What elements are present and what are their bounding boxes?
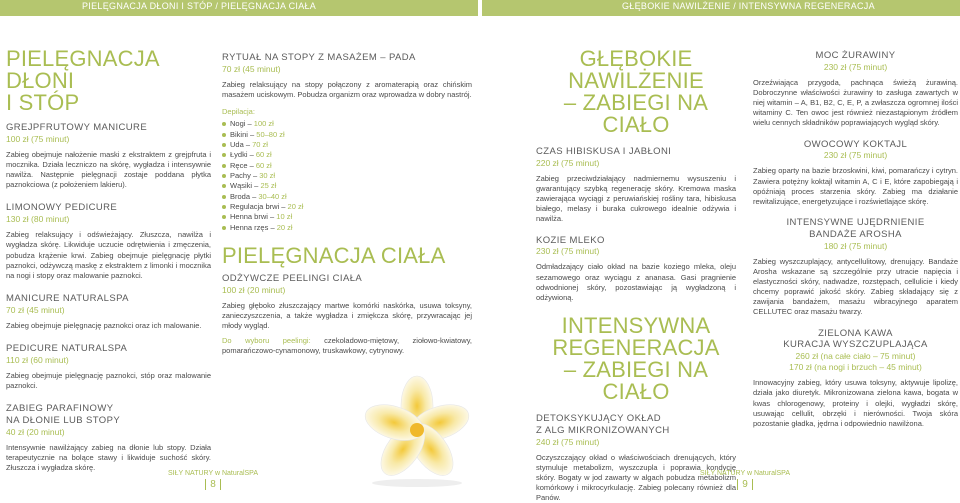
list-item: Henna rzęs – 20 zł: [222, 223, 472, 233]
treatment-desc: Zabieg relaksujący na stopy połączony z aromaterapią oraz chińskim masażem uciskowym. Pobudza organizm oraz wprowadza w dobry nastrój.: [222, 79, 472, 100]
list-item: Pachy – 30 zł: [222, 171, 472, 181]
section-title-body-care: PIELĘGNACJA CIAŁA: [222, 242, 446, 268]
treatment-price: 70 zł (45 minut): [6, 304, 65, 315]
treatment-price: 110 zł (60 minut): [6, 354, 69, 365]
list-item: Wąsiki – 25 zł: [222, 181, 472, 191]
treatment-price: 240 zł (75 minut): [536, 436, 600, 447]
treatment-name: OWOCOWY KOKTAJL: [803, 138, 908, 150]
section-title-regeneration: INTENSYWNA REGENERACJA – ZABIEGI NA CIAŁO: [552, 312, 720, 404]
treatment-desc: Oczyszczający okład o właściwościach drenujących, który stymuluje metabolizm, wyszczupla i poprawia kondycję skóry. Bogaty w jod zawarty w algach pobudza metabolizm komórkowy i mikrocyrkulację. Zabieg polecany również dla Panów.: [536, 452, 736, 503]
treatment-name: CZAS HIBISKUSA I JABŁONI: [536, 146, 672, 157]
treatment-price: 130 zł (80 minut): [6, 214, 70, 225]
footer-brand: SIŁY NATURY w NaturalSPA: [700, 470, 790, 477]
treatment-price: 180 zł (75 minut): [823, 240, 888, 251]
header-right-text: GŁĘBOKIE NAWILŻENIE / INTENSYWNA REGENERACJA: [622, 1, 875, 11]
treatment-price: 40 zł (20 minut): [6, 426, 65, 437]
list-item: Regulacja brwi – 20 zł: [222, 202, 472, 212]
plumeria-flower-icon: [355, 375, 480, 490]
treatment-price: 170 zł (na nogi i brzuch – 45 minut): [789, 362, 922, 373]
page-number: 8: [168, 479, 258, 490]
treatment-desc: Innowacyjny zabieg, który usuwa toksyny, aktywuje lipolizę, działa jako diuretyk. Mikronizowana zielona kawa, bogata w kwas chlorogenowy, proteiny i olejki, wygładzi skórę, usuwając cellulit, obrzęki i nierówności. Twoja skóra pozostanie gładka, jędrna i odpowiednio nawilżona.: [753, 378, 958, 428]
footer-left: [168, 470, 258, 490]
treatment-desc: Zabieg relaksujący i odświeżający. Złuszcza, nawilża i wygładza skórę. Likwiduje uczucie odrętwienia i zmęczenia, pobudza krążenie krwi. Zabieg obejmuje pielęgnację płytki paznokci, odżywczą maskę z ekstraktem z limonki i mocznika na nogi i stopy oraz malowanie paznokci.: [6, 230, 211, 280]
header-bar-left: [0, 0, 478, 16]
treatment-price: 230 zł (75 minut): [823, 150, 888, 161]
list-item: Henna brwi – 10 zł: [222, 212, 472, 222]
treatment-name: DETOKSYKUJĄCY OKŁAD Z ALG MIKRONIZOWANYCH: [536, 412, 670, 436]
treatment-name: INTENSYWNE UJĘDRNIENIE BANDAŻE AROSHA: [786, 216, 925, 240]
list-item: Uda – 70 zł: [222, 140, 472, 150]
treatment-desc: Intensywnie nawilżający zabieg na dłonie lub stopy. Działa terapeutycznie na bolące stawy i likwiduje suchość skóry. Złuszcza i wygładza skórę.: [6, 442, 211, 473]
section-title-deep-hydration: GŁĘBOKIE NAWILŻENIE – ZABIEGI NA CIAŁO: [563, 46, 709, 137]
column-body-treatments: [753, 48, 958, 429]
column-massage-depilation: [222, 48, 472, 357]
depilation-list: [222, 119, 472, 233]
footer-brand: SIŁY NATURY w NaturalSPA: [168, 470, 258, 477]
treatment-price: 260 zł (na całe ciało – 75 minut): [795, 351, 916, 362]
treatment-name: LIMONOWY PEDICURE: [6, 202, 118, 214]
footer-right: [700, 470, 790, 490]
list-item: Nogi – 100 zł: [222, 119, 472, 129]
section-title-hands-feet: PIELĘGNACJA DŁONI I STÓP: [6, 46, 159, 115]
page-number: 9: [700, 479, 790, 490]
list-item: Bikini – 50–80 zł: [222, 130, 472, 140]
treatment-name: RYTUAŁ NA STOPY Z MASAŻEM – PADA: [222, 52, 416, 63]
treatment-name: MOC ŻURAWINY: [815, 50, 896, 61]
treatment-price: 100 zł (75 minut): [6, 133, 70, 144]
treatment-name: ZABIEG PARAFINOWY NA DŁONIE LUB STOPY: [6, 403, 121, 427]
header-left-text: PIELĘGNACJA DŁONI I STÓP / PIELĘGNACJA CIAŁA: [82, 1, 317, 11]
treatment-name: ODŻYWCZE PEELINGI CIAŁA: [222, 272, 363, 284]
treatment-desc: Zabieg głęboko złuszczający martwe komórki naskórka, usuwa toksyny, zanieczyszczenia, a także wygładza i zmiękcza skórę, przywracając jej młody wygląd.: [222, 300, 472, 331]
treatment-desc: Zabieg oparty na bazie brzoskwini, kiwi, pomarańczy i cytryn. Zawiera potężny koktajl witamin A, C i E, które zapobiegają i opóźniają proces starzenia skóry. Zabieg ma działanie rewitalizujące, energetyzujące i rozświetlające skórę.: [753, 166, 958, 206]
treatment-desc: Zabieg obejmuje pielęgnację paznokci oraz ich malowanie.: [6, 320, 202, 330]
treatment-price: 100 zł (20 minut): [222, 284, 286, 295]
treatment-name: KOZIE MLEKO: [536, 234, 605, 246]
treatment-price: 220 zł (75 minut): [536, 157, 600, 168]
treatment-desc: Zabieg przeciwdziałający nadmiernemu wysuszeniu i gwarantujący szybką regenerację skóry. Kremowa maska zawierająca wyciągi z peruwiańskiej rośliny tara, hibiskusa białego, melasy i buraka cukrowego idealnie odżywia i nawilża.: [536, 173, 736, 224]
header-bar-right: [482, 0, 960, 16]
treatment-name: MANICURE NATURALSPA: [6, 292, 129, 304]
treatment-desc: Zabieg wyszczuplający, antycellulitowy, drenujący. Bandaże Arosha wskazane są szczególnie przy utracie napięcia i elastyczności skóry, nadwadze, rozstępach, cellulicie i kiedy chcemy poprawić jakość skóry. Zabieg składający się z zawijania bandażem, masażu wibracyjnego aparatem CELLUTEC oraz masażu twarzy.: [753, 256, 958, 317]
treatment-name: PEDICURE NATURALSPA: [6, 343, 128, 355]
depilation-label: Depilacja:: [222, 107, 255, 117]
treatment-name: ZIELONA KAWA KURACJA WYSZCZUPLAJĄCA: [783, 327, 928, 351]
peeling-choice: Do wyboru peelingi: czekoladowo-miętowy, ziołowo-kwiatowy, pomarańczowo-cynamonowy, truskawkowy, cytrynowy.: [222, 336, 472, 356]
treatment-desc: Orzeźwiająca przygoda, pachnąca świeżą żurawiną. Dobroczynne właściwości żurawiny to zasługa zawartych w niej witamin – A, B1, B2, C, E, P, a zwłaszcza ogromnej ilości witaminy C. Ten owoc jest również niezastąpionym źródłem wielu cennych składników poprawiających wygląd skóry.: [753, 77, 958, 128]
list-item: Łydki – 60 zł: [222, 150, 472, 160]
treatment-price: 230 zł (75 minut): [536, 246, 600, 257]
treatment-name: GREJPFRUTOWY MANICURE: [6, 122, 148, 133]
column-hands-feet: [6, 48, 211, 473]
treatment-desc: Zabieg obejmuje pielęgnację paznokci, stóp oraz malowanie paznokci.: [6, 370, 211, 391]
treatment-price: 230 zł (75 minut): [823, 61, 888, 72]
column-deep-hydration: [536, 48, 736, 503]
treatment-desc: Odmładzający ciało okład na bazie koziego mleka, oleju sezamowego oraz wyciągu z ananasa. Gasi pragnienie odwodnionej skóry, pozostawiając ją wygładzoną i odżywioną.: [536, 262, 736, 302]
list-item: Broda – 30–40 zł: [222, 192, 472, 202]
treatment-desc: Zabieg obejmuje nałożenie maski z ekstraktem z grejpfruta i mocznika. Działa leczniczo na skórę, wygładza i intensywnie nawilża. Następnie pielęgnacji zostaje poddana płytka paznokciowa (z położeniem lakieru).: [6, 149, 211, 190]
treatment-price: 70 zł (45 minut): [222, 63, 281, 74]
list-item: Ręce – 60 zł: [222, 161, 472, 171]
